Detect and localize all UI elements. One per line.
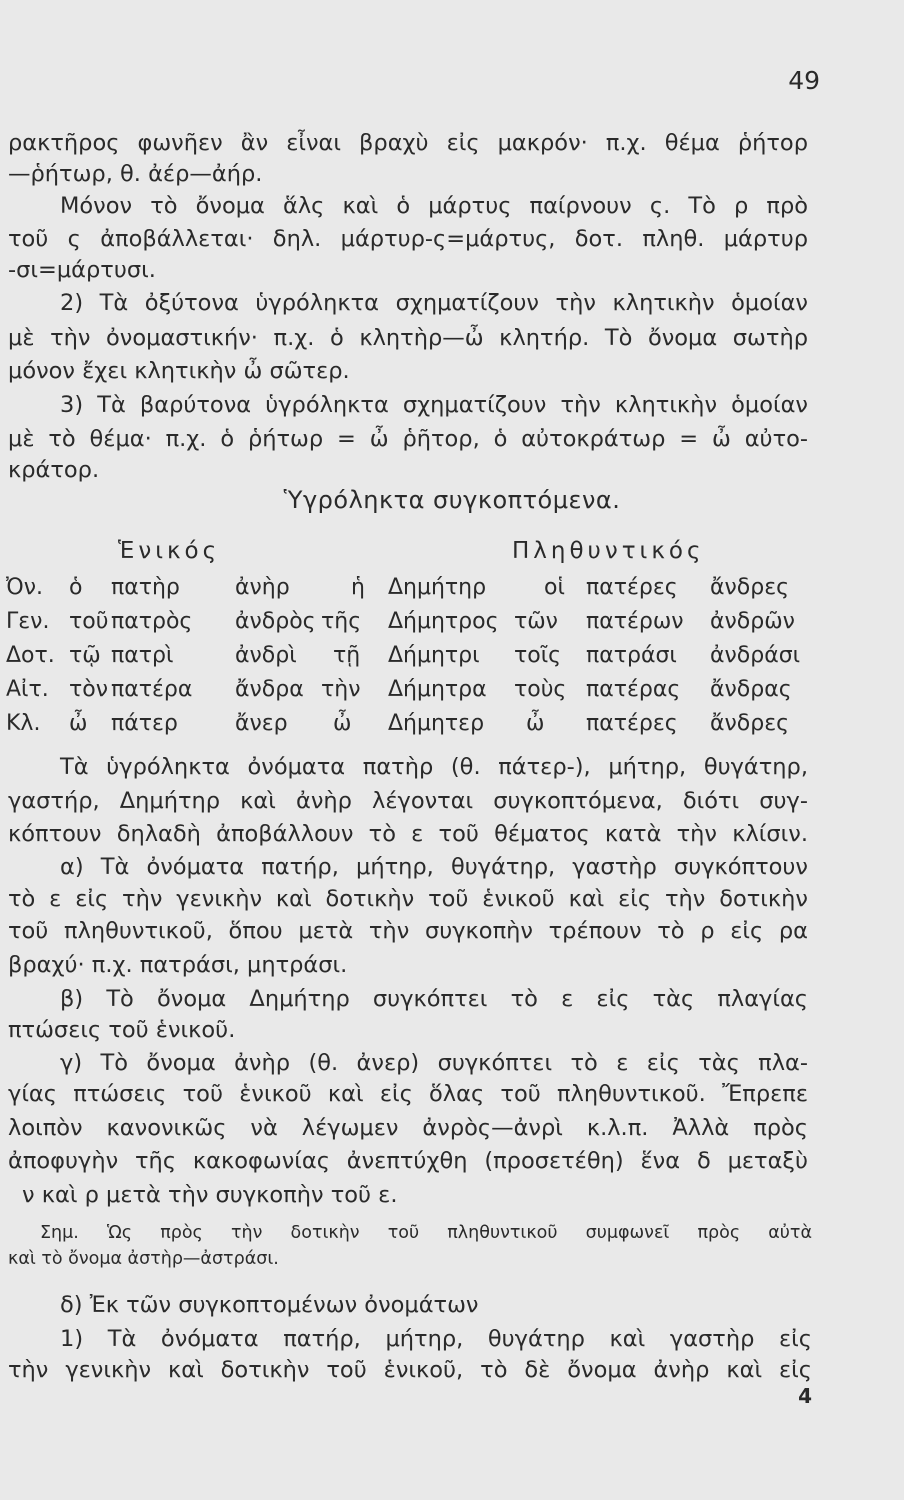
- table-cell: πάτερ: [111, 710, 178, 736]
- table-cell: τῶν: [514, 608, 558, 634]
- text-line: γ) Τὸ ὄνομα ἀνὴρ (θ. ἀνερ) συγκόπτει τὸ ε εἰς τὰς πλα-: [60, 1050, 808, 1076]
- table-cell: ἄνδρα: [235, 676, 304, 702]
- table-cell: πατὴρ: [111, 574, 180, 600]
- table-cell: ὁ: [69, 574, 83, 600]
- case-label: Δοτ.: [6, 642, 55, 668]
- text-line: ρακτῆρος φωνῆεν ἂν εἶναι βραχὺ εἰς μακρόν· π.χ. θέμα ῥήτορ: [8, 130, 808, 156]
- table-row: [6, 604, 810, 638]
- table-row: [6, 638, 810, 672]
- case-label: Γεν.: [6, 608, 50, 634]
- table-cell: ἄνδρες: [710, 710, 790, 736]
- table-cell: πατέρων: [586, 608, 684, 634]
- text-line: κράτορ.: [8, 457, 100, 483]
- text-line: ἀποφυγὴν τῆς κακοφωνίας ἀνεπτύχθη (προσετέθη) ἕνα δ μεταξὺ: [8, 1148, 808, 1174]
- text-line: μόνον ἔχει κλητικὴν ὦ σῶτερ.: [8, 358, 350, 384]
- table-cell: πατέρας: [586, 676, 681, 702]
- case-label: Κλ.: [6, 710, 41, 736]
- column-heading-singular: Ἑνικός: [118, 538, 221, 564]
- table-cell: ὦ: [333, 710, 352, 736]
- text-line: α) Τὰ ὀνόματα πατήρ, μήτηρ, θυγάτηρ, γαστὴρ συγκόπτουν: [60, 854, 808, 880]
- signature-mark: 4: [798, 1384, 812, 1408]
- table-cell: ἄνερ: [235, 710, 288, 736]
- table-cell: ὦ: [526, 710, 545, 736]
- text-line: 3) Τὰ βαρύτονα ὑγρόληκτα σχηματίζουν τὴν κλητικὴν ὁμοίαν: [60, 392, 808, 418]
- table-cell: τῇ: [333, 642, 361, 668]
- text-line: 1) Τὰ ὀνόματα πατήρ, μήτηρ, θυγάτηρ καὶ γαστὴρ εἰς: [60, 1326, 812, 1352]
- table-cell: Δήμητερ: [388, 710, 485, 736]
- table-cell: Δήμητρος: [388, 608, 499, 634]
- table-cell: Δήμητρι: [388, 642, 480, 668]
- text-line: μὲ τὴν ὀνομαστικήν· π.χ. ὁ κλητὴρ—ὦ κλητήρ. Τὸ ὄνομα σωτὴρ: [8, 325, 808, 351]
- table-cell: τοῖς: [514, 642, 562, 668]
- table-row: [6, 672, 810, 706]
- table-cell: πατέρα: [111, 676, 193, 702]
- text-line: γίας πτώσεις τοῦ ἑνικοῦ καὶ εἰς ὅλας τοῦ πληθυντικοῦ. Ἔπρεπε: [8, 1081, 808, 1107]
- text-line: Μόνον τὸ ὄνομα ἅλς καὶ ὁ μάρτυς παίρνουν ς. Τὸ ρ πρὸ: [60, 193, 808, 219]
- table-cell: ἡ: [351, 574, 365, 600]
- text-line: -σι=μάρτυσι.: [8, 257, 156, 283]
- text-line: Τὰ ὑγρόληκτα ὀνόματα πατὴρ (θ. πάτερ-), μήτηρ, θυγάτηρ,: [60, 754, 808, 780]
- table-cell: Δήμητρα: [388, 676, 487, 702]
- table-cell: τοὺς: [514, 676, 567, 702]
- table-cell: Δημήτηρ: [388, 574, 487, 600]
- table-cell: πατρὸς: [111, 608, 193, 634]
- note-line: Σημ. Ὡς πρὸς τὴν δοτικὴν τοῦ πληθυντικοῦ συμφωνεῖ πρὸς αὐτὰ: [40, 1223, 812, 1243]
- section-heading: Ὑγρόληκτα συγκοπτόμενα.: [283, 486, 621, 514]
- text-line: γαστήρ, Δημήτηρ καὶ ἀνὴρ λέγονται συγκοπτόμενα, διότι συγ-: [8, 788, 808, 814]
- text-line: —ῥήτωρ, θ. ἀέρ—ἀήρ.: [8, 161, 263, 187]
- text-line: κόπτουν δηλαδὴ ἀποβάλλουν τὸ ε τοῦ θέματος κατὰ τὴν κλίσιν.: [8, 821, 808, 847]
- table-cell: ἄνδρες: [710, 574, 790, 600]
- table-cell: τῆς: [321, 608, 362, 634]
- table-cell: τὸν: [69, 676, 108, 702]
- table-cell: πατέρες: [586, 710, 678, 736]
- case-label: Αἰτ.: [6, 676, 49, 702]
- table-cell: τοῦ: [69, 608, 109, 634]
- text-line: δ) Ἐκ τῶν συγκοπτομένων ὀνομάτων: [60, 1292, 479, 1318]
- table-cell: τῷ: [69, 642, 101, 668]
- text-line: τὴν γενικὴν καὶ δοτικὴν τοῦ ἑνικοῦ, τὸ δὲ ὄνομα ἀνὴρ καὶ εἰς: [8, 1357, 812, 1383]
- text-line: πτώσεις τοῦ ἑνικοῦ.: [8, 1017, 236, 1043]
- table-cell: τὴν: [321, 676, 361, 702]
- table-cell: πατράσι: [586, 642, 677, 668]
- text-line: ν καὶ ρ μετὰ τὴν συγκοπὴν τοῦ ε.: [22, 1182, 398, 1208]
- table-cell: ἀνδρῶν: [710, 608, 795, 634]
- table-cell: ἄνδρας: [710, 676, 792, 702]
- table-cell: ἀνὴρ: [235, 574, 290, 600]
- text-line: β) Τὸ ὄνομα Δημήτηρ συγκόπτει τὸ ε εἰς τὰς πλαγίας: [60, 986, 808, 1012]
- table-cell: οἱ: [544, 574, 565, 600]
- case-label: Ὀν.: [6, 574, 43, 600]
- column-heading-plural: Πληθυντικός: [512, 538, 705, 564]
- text-line: τὸ ε εἰς τὴν γενικὴν καὶ δοτικὴν τοῦ ἑνικοῦ καὶ εἰς τὴν δοτικὴν: [8, 886, 808, 912]
- table-cell: ἀνδρὶ: [235, 642, 297, 668]
- table-cell: ἀνδράσι: [710, 642, 801, 668]
- table-row: [6, 706, 810, 740]
- text-line: μὲ τὸ θέμα· π.χ. ὁ ῥήτωρ = ὦ ῥῆτορ, ὁ αὐτοκράτωρ = ὦ αὐτο-: [8, 426, 808, 452]
- text-line: 2) Τὰ ὀξύτονα ὑγρόληκτα σχηματίζουν τὴν κλητικὴν ὁμοίαν: [60, 290, 808, 316]
- table-cell: ὦ: [69, 710, 88, 736]
- note-line: καὶ τὸ ὄνομα ἀστὴρ—ἀστράσι.: [8, 1249, 279, 1269]
- text-line: τοῦ ς ἀποβάλλεται· δηλ. μάρτυρ-ς=μάρτυς, δοτ. πληθ. μάρτυρ: [8, 226, 808, 252]
- text-line: λοιπὸν κανονικῶς νὰ λέγωμεν ἀνρὸς—ἀνρὶ κ.λ.π. Ἀλλὰ πρὸς: [8, 1115, 808, 1141]
- page-number: 49: [788, 66, 820, 95]
- text-line: τοῦ πληθυντικοῦ, ὅπου μετὰ τὴν συγκοπὴν τρέπουν τὸ ρ εἰς ρα: [8, 918, 808, 944]
- table-cell: πατέρες: [586, 574, 678, 600]
- declension-table: [6, 570, 810, 740]
- text-line: βραχύ· π.χ. πατράσι, μητράσι.: [8, 952, 348, 978]
- table-row: [6, 570, 810, 604]
- table-cell: πατρὶ: [111, 642, 174, 668]
- table-cell: ἀνδρὸς: [235, 608, 316, 634]
